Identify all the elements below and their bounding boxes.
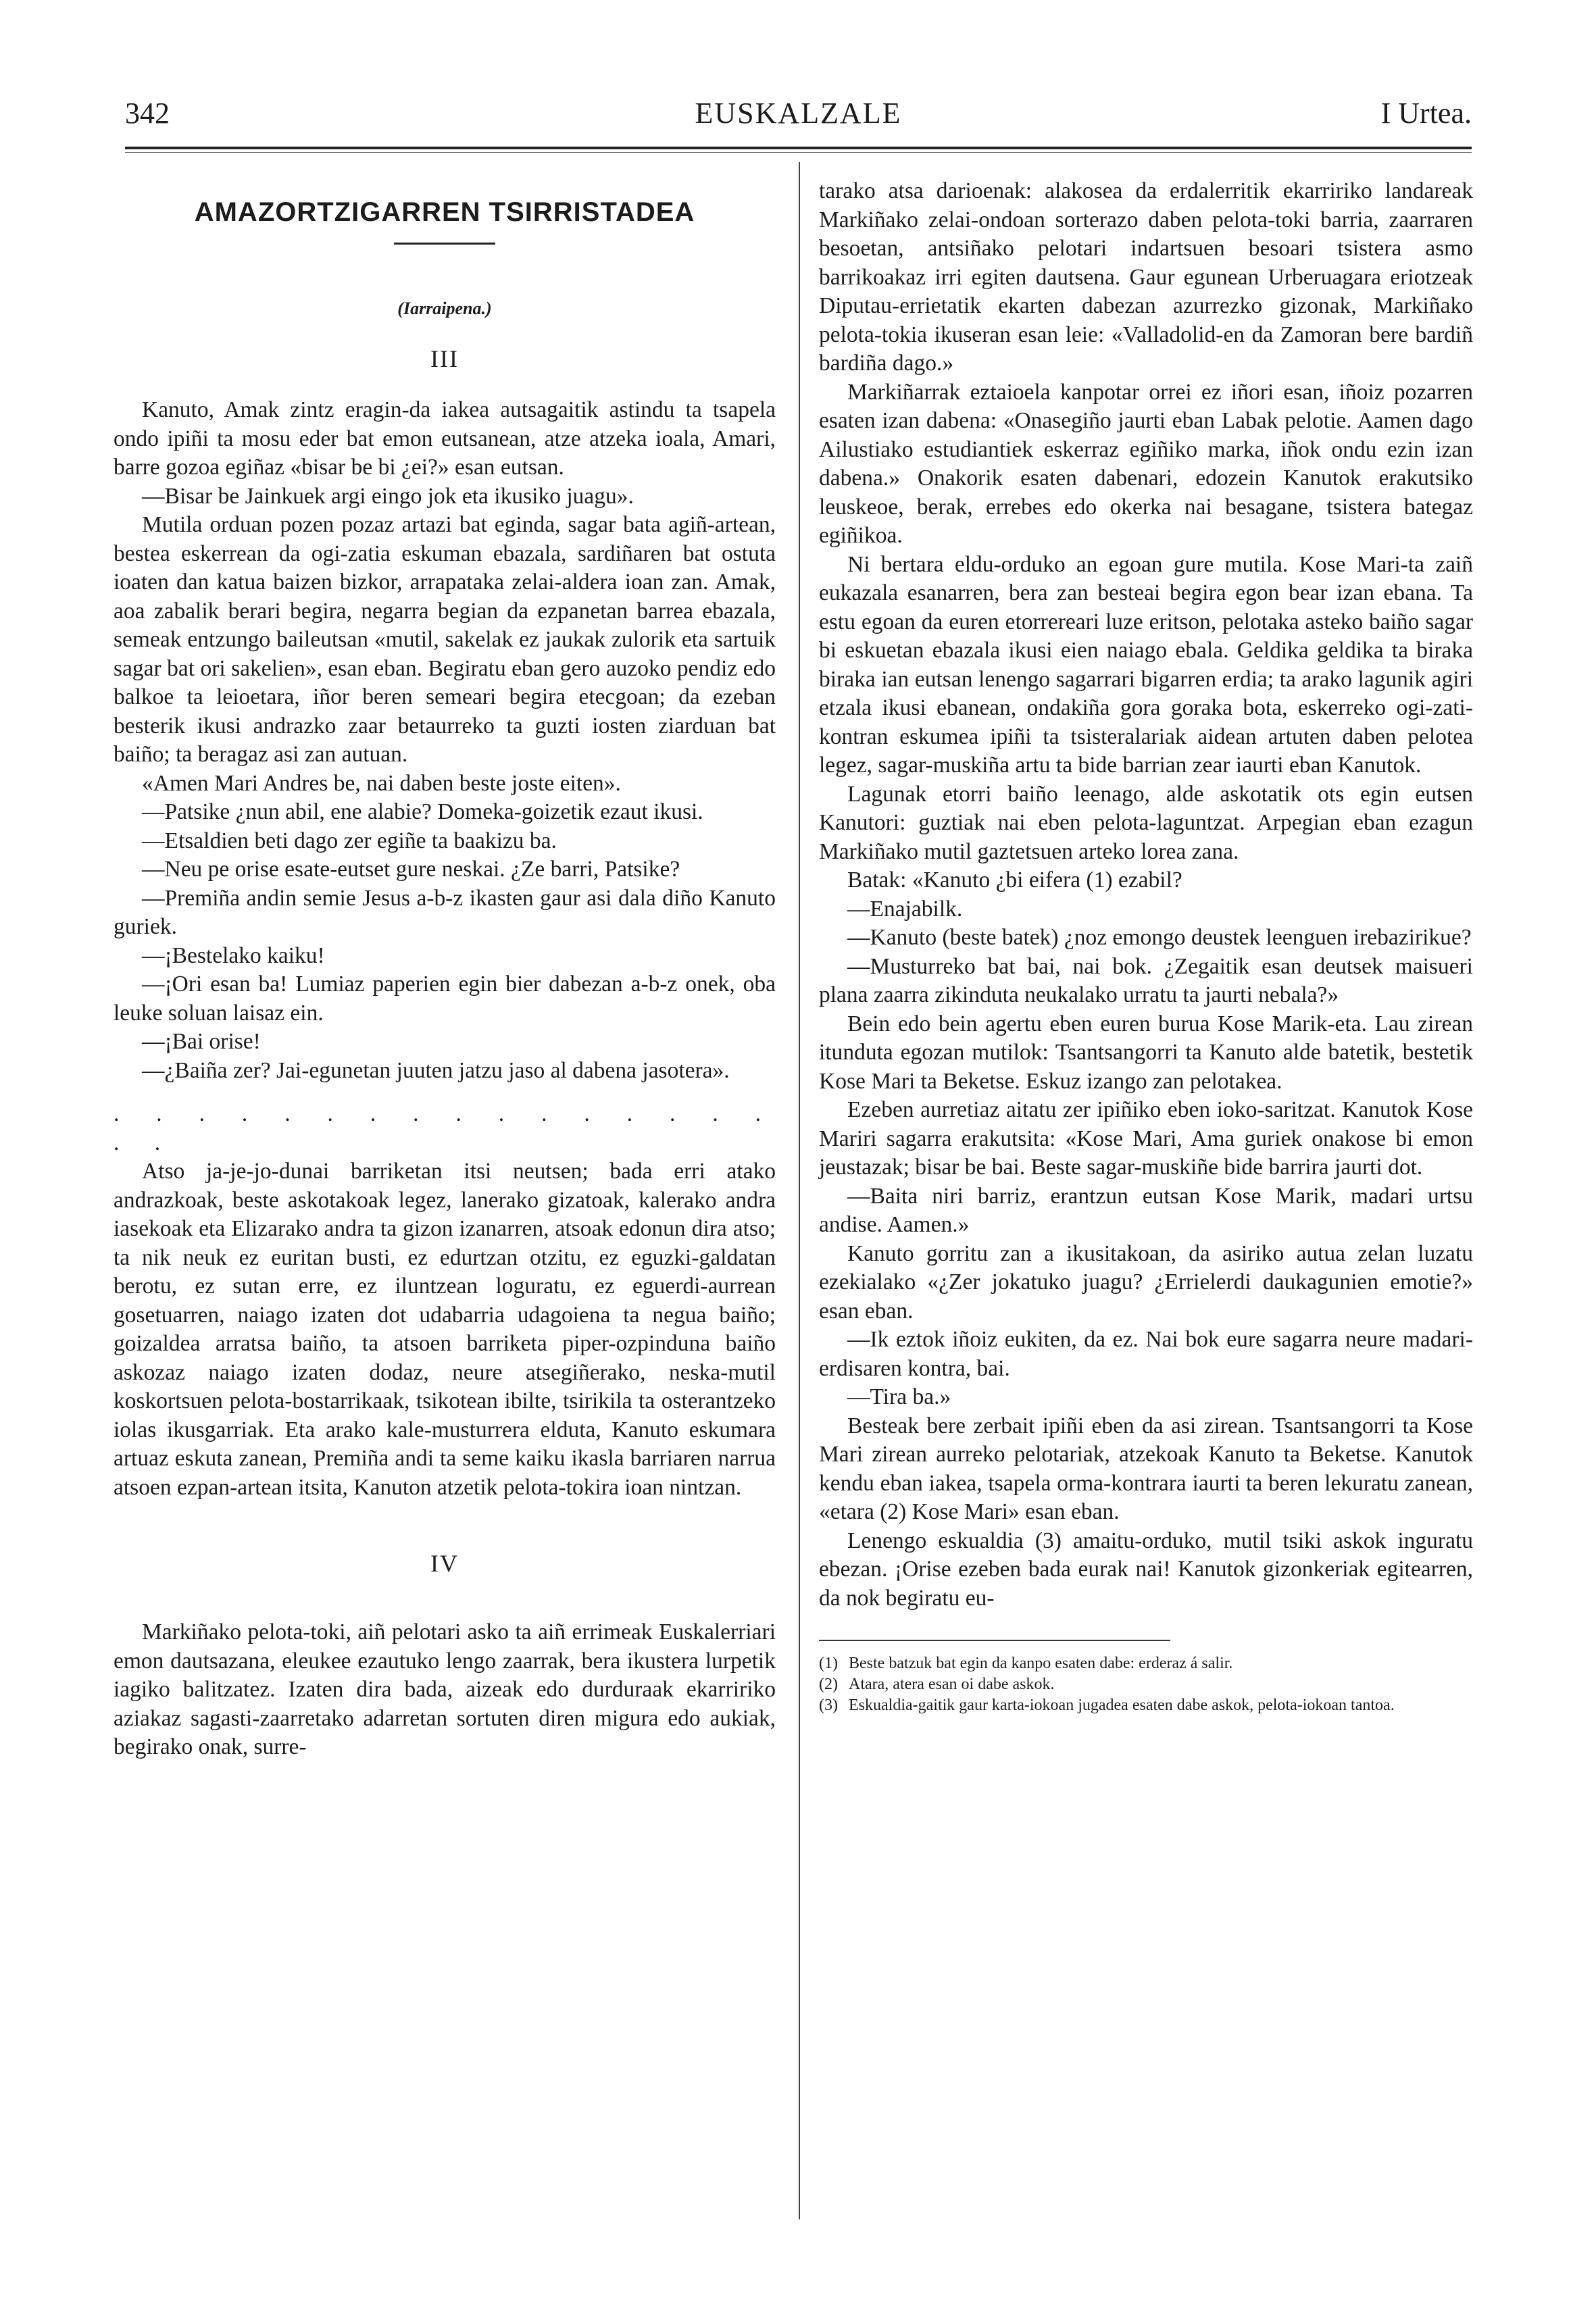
- footnote-number: (2): [819, 1676, 838, 1693]
- column-divider: [799, 162, 800, 2219]
- header-rule: [125, 147, 1472, 149]
- paragraph: —¡Bai orise!: [142, 1029, 261, 1054]
- paragraph: —Bisar be Jainkuek argi eingo jok eta ikusiko juagu».: [142, 483, 634, 509]
- paragraph: Ni bertara eldu-orduko an egoan gure mutila. Kose Mari-ta zaiñ eukazala esanarren, bera zan besteai begira egon bear izan ebana. Ta estu egoan da euren etorrereari luze eritson, pelotaka asteko baiño sagar bi eskuetan ebazala ikusi eien naiago ebala. Geldika geldika ta biraka biraka ian eutsan lenengo sagarrari bigarren erdia; ta arako lagunik agiri etzala ikusi ebanean, ondakiña gora goraka bota, eskerreko ogi-zati-kontran eskumea ipiñi ta tsisteralariak aidean artuten daben pelotea legez, sagar-muskiña artu ta bide barrian zear iaurti eban Kanutok.: [819, 551, 1473, 778]
- paragraph: Kanuto, Amak zintz eragin-da iakea autsagaitik astindu ta tsapela ondo ipiñi ta mosu eder bat emon eutsanean, atze atzeka ioala, Amari, barre gozoa egiñaz «bisar be bi ¿ei?» esan eutsan.: [114, 397, 776, 480]
- footnote-number: (3): [819, 1696, 838, 1714]
- right-column: [819, 177, 1473, 1716]
- paragraph: —Kanuto (beste batek) ¿noz emongo deustek leenguen irebazirikue?: [847, 925, 1472, 950]
- ellipsis-separator: . . . . . . . . . . . . . . . . . .: [114, 1101, 776, 1155]
- paragraph: Kanuto gorritu zan a ikusitakoan, da asiriko autua zelan luzatu ezekialako «¿Zer jokatuko juagu? ¿Errielerdi daukagunien emotie?» esan eban.: [819, 1240, 1473, 1324]
- paragraph: Mutila orduan pozen pozaz artazi bat eginda, sagar bata agiñ-artean, bestea eskerrean da ogi-zatia eskuman ebazala, sardiñaren bat ostuta ioaten dan katua baizen bizkor, arrapataka zelai-aldera ioan zan. Amak, aoa zabalik berari begira, negarra begian da ezpanetan barrea ebazala, semeak entzungo baileutsan «mutil, sakelak ez jaukak zulorik eta sartuik sagar bat ori sakelien», esan eban. Begiratu eban gero auzoko pendiz edo balkoe ta leioetara, iñor beren semeari begira etecgoan; da ezeban besterik ikusi andrazko zaar betaurreko ta guzti iosten ziarduan bat baiño; ta beragaz asi zan autuan.: [114, 512, 776, 767]
- paragraph: —Premiña andin semie Jesus a-b-z ikasten gaur asi dala diño Kanuto guriek.: [114, 885, 776, 939]
- header-rule-thin: [125, 152, 1472, 153]
- paragraph: —¿Baiña zer? Jai-egunetan juuten jatzu jaso al dabena jasotera».: [142, 1057, 730, 1083]
- page-number: 342: [125, 97, 170, 130]
- paragraph: Batak: «Kanuto ¿bi eifera (1) ezabil?: [847, 867, 1182, 892]
- footnote: [819, 1653, 1473, 1674]
- paragraph: —Enajabilk.: [847, 896, 963, 922]
- paragraph: Ezeben aurretiaz aitatu zer ipiñiko eben ioko-saritzat. Kanutok Kose Mariri sagarra erakutsita: «Kose Mari, Ama guriek onakose bi emon jeustazak; bisar be bai. Beste sagar-muskiñe bide barrira jaurti dot.: [819, 1097, 1473, 1180]
- paragraph: —Patsike ¿nun abil, ene alabie? Domeka-goizetik ezaut ikusi.: [142, 799, 703, 824]
- paragraph: —¡Bestelako kaiku!: [142, 942, 325, 968]
- footnote-text: Atara, atera esan oi dabe askok.: [849, 1676, 1055, 1693]
- paragraph: —Ik eztok iñoiz eukiten, da ez. Nai bok eure sagarra neure madari-erdisaren kontra, bai.: [819, 1327, 1473, 1381]
- paragraph: «Amen Mari Andres be, nai daben beste joste eiten».: [142, 770, 621, 796]
- paragraph: —¡Ori esan ba! Lumiaz paperien egin bier dabezan a-b-z onek, oba leuke soluan laisaz ein.: [114, 972, 776, 1026]
- page-header: [125, 96, 1472, 143]
- paragraph: Markiñako pelota-toki, aiñ pelotari asko ta aiñ errimeak Euskalerriari emon dautsazana, eleukee ezautuko lengo zaarrak, bera ikustera lurpetik iagiko balitzatez. Izaten dira bada, aizeak edo durduraak ekarririko aziakaz sagasti-zaarretako adarretan sortuten diren migura edo aukiak, begirako onak, surre-: [114, 1619, 776, 1759]
- paragraph: Bein edo bein agertu eben euren burua Kose Marik-eta. Lau zirean itunduta egozan mutilok: Tsantsangorri ta Kanuto alde batetik, bestetik Kose Mari ta Beketse. Eskuz izango zan pelotakea.: [819, 1011, 1473, 1094]
- article-subtitle: (Iarraipena.): [397, 299, 492, 318]
- title-rule: [394, 243, 495, 245]
- paragraph: —Baita niri barriz, erantzun eutsan Kose Marik, madari urtsu andise. Aamen.»: [819, 1183, 1473, 1237]
- paragraph: Besteak bere zerbait ipiñi eben da asi zirean. Tsantsangorri ta Kose Mari zirean aurreko pelotariak, atzekoak Kanuto ta Beketse. Kanutok kendu eban iakea, tsapela orma-kontrara iaurti ta beren lekuratu zanean, «etara (2) Kose Mari» esan eban.: [819, 1413, 1473, 1524]
- paragraph: tarako atsa darioenak: alakosea da erdalerritik ekarririko landareak Markiñako zelai-ondoan sorterazo daben pelota-toki barria, zaarraren besoetan, antsiñako pelotari indartsuen besoari tsistera asmo barrikoakaz irri egiten dautsena. Gaur egunean Urberuagara eriotzeak Diputau-errietatik ekarten dabezan azurrezko gizonak, Markiñako pelota-tokia ikuseran esan leie: «Valladolid-en da Zamoran bere bardiñ bardiña dago.»: [819, 178, 1473, 376]
- section-heading-iii: III: [430, 345, 459, 372]
- paragraph: Lagunak etorri baiño leenago, alde askotatik ots egin eutsen Kanutori: guztiak nai eben pelota-laguntzat. Arpegian eban ezagun Markiñako mutil gaztetsuen arteko lorea zana.: [819, 781, 1473, 864]
- paragraph: —Neu pe orise esate-eutset gure neskai. ¿Ze barri, Patsike?: [142, 857, 680, 882]
- paragraph: Markiñarrak eztaioela kanpotar orrei ez iñori esan, iñoiz pozarren esaten izan dabena: «Onasegiño jaurti eban Labak pelotie. Aamen dago Ailustiako estudiantiek eskerraz egiñiko marka, iñok ondu ezin izan dabena.» Onakorik esaten dabenari, edozein Kanutok erakutsiko leuskeoe, berak, errebes edo okerka nai besagane, tsistera bategaz egiñikoa.: [819, 379, 1473, 548]
- paragraph: —Etsaldien beti dago zer egiñe ta baakizu ba.: [142, 828, 557, 853]
- footnote: [819, 1695, 1473, 1716]
- footnote-text: Eskualdia-gaitik gaur karta-iokoan jugadea esaten dabe askok, pelota-iokoan tantoa.: [849, 1696, 1395, 1714]
- paragraph: Atso ja-je-jo-dunai barriketan itsi neutsen; bada erri atako andrazkoak, beste askotakoak legez, lanerako gizatoak, kalerako andra iasekoak eta Elizarako andra ta gizon izanarren, atsoak edonun dira atso; ta nik neuk ez euritan busti, ez edurtzan otzitu, ez eguzki-galdatan berotu, ez sutan erre, ez iluntzean loguratu, ez eguerdi-aurrean gosetuarren, naiago izaten dot udabarria udagoiena ta negua baiño; goizaldea arratsa baiño, ta atsoen barriketa piper-ozpinduna baiño askozaz naiago izaten dodaz, neure atsegiñerako, neska-mutil koskortsuen pelota-bostarrikaak, tsikotean ibilte, tsirikila ta osterantzeko iolas ikusgarriak. Eta arako kale-musturrera elduta, Kanuto eskumara artuaz eskuta zanean, Premiña andi ta seme kaiku ikasla barriaren narrua atsoen ezpan-artean itsita, Kanuton atzetik pelota-tokira ioan nintzan.: [114, 1159, 776, 1500]
- footnote-text: Beste batzuk bat egin da kanpo esaten dabe: erderaz á salir.: [849, 1655, 1233, 1672]
- section-heading-iv: IV: [430, 1550, 459, 1577]
- paragraph: —Tira ba.»: [847, 1384, 951, 1409]
- journal-title: EUSKALZALE: [695, 97, 902, 130]
- footnote-number: (1): [819, 1655, 838, 1672]
- left-column: [114, 177, 776, 1762]
- journal-year: I Urtea.: [1380, 97, 1472, 130]
- paragraph: —Musturreko bat bai, nai bok. ¿Zegaitik esan deutsek maisueri plana zaarra zikinduta neukalako urratu ta jaurti nebala?»: [819, 953, 1473, 1007]
- article-title: AMAZORTZIGARREN TSIRRISTADEA: [194, 197, 695, 227]
- footnote-rule: [819, 1640, 1170, 1641]
- footnote: [819, 1674, 1473, 1695]
- paragraph: Lenengo eskualdia (3) amaitu-orduko, mutil tsiki askok inguratu ebezan. ¡Orise ezeben bada eurak nai! Kanutok gizonkeriak egitearren, da nok begiratu eu-: [819, 1528, 1473, 1611]
